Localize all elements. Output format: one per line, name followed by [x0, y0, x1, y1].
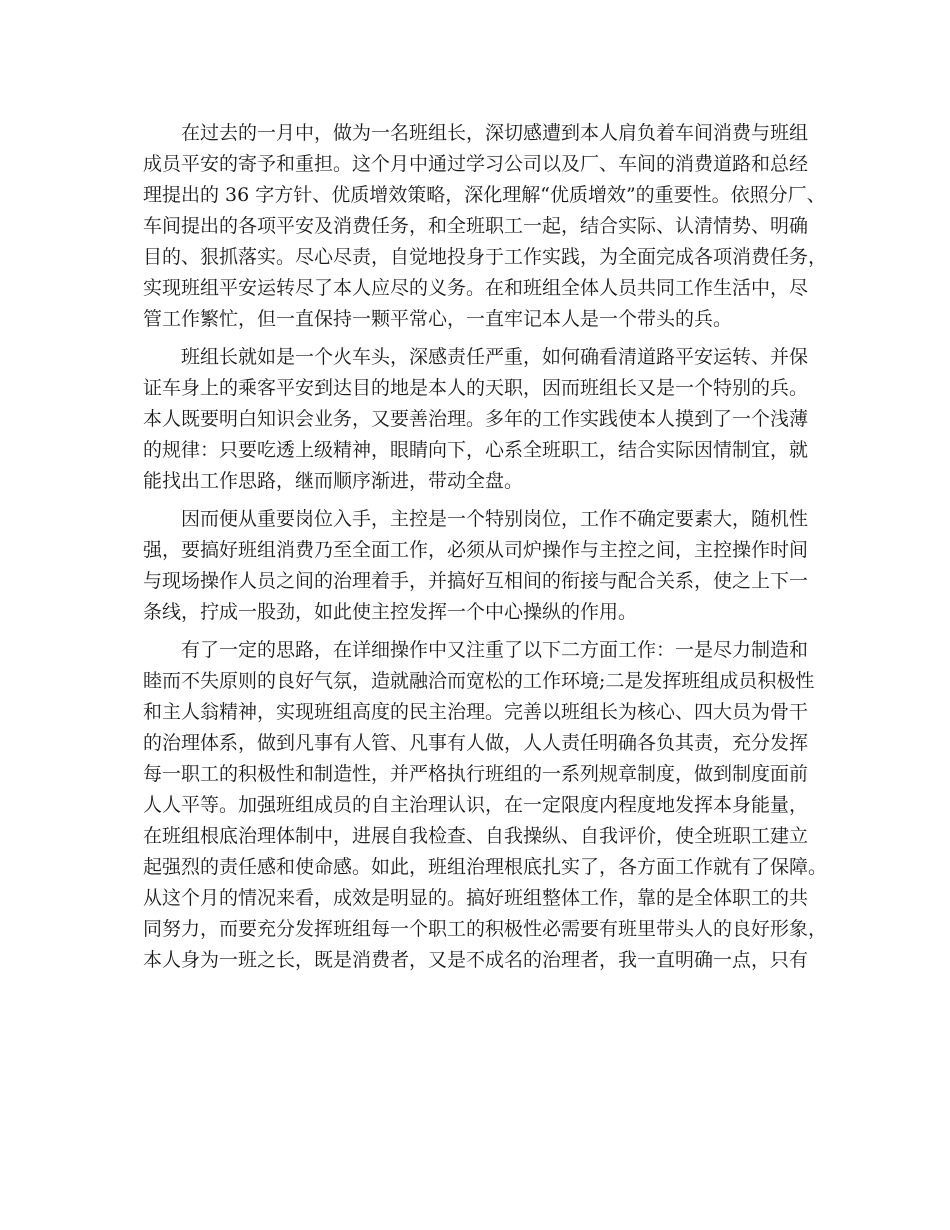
text-line: 班组长就如是一个火车头，深感责任严重，如何确看清道路平安运转、并保: [181, 346, 809, 368]
text-line: 实现班组平安运转尽了本人应尽的义务。在和班组全体人员共同工作生活中，尽: [143, 277, 809, 299]
text-line: 起强烈的责任感和使命感。如此，班组治理根底扎实了，各方面工作就有了保障。: [143, 856, 828, 878]
paragraph-2: [143, 342, 823, 497]
paragraph-3: [143, 504, 823, 628]
text-line: 车间提出的各项平安及消费任务，和全班职工一起，结合实际、认清情势、明确: [143, 215, 809, 237]
paragraph-1: [143, 118, 828, 335]
text-line: 本人既要明白知识会业务，又要善治理。多年的工作实践使本人摸到了一个浅薄: [143, 408, 809, 430]
text-line: 目的、狠抓落实。尽心尽责，自觉地投身于工作实践，为全面完成各项消费任务，: [143, 246, 828, 268]
document-body: [143, 118, 828, 976]
text-line: 理提出的 36 字方针、优质增效策略，深化理解“优质增效”的重要性。依照分厂、: [143, 184, 826, 206]
paragraph-4: [143, 635, 828, 976]
text-line: 的治理体系，做到凡事有人管、凡事有人做，人人责任明确各负其责，充分发挥: [143, 732, 809, 754]
text-line: 在过去的一月中，做为一名班组长，深切感遭到本人肩负着车间消费与班组: [181, 122, 809, 144]
text-line: 和主人翁精神，实现班组高度的民主治理。完善以班组长为核心、四大员为骨干: [143, 701, 809, 723]
text-line: 成员平安的寄予和重担。这个月中通过学习公司以及厂、车间的消费道路和总经: [143, 153, 809, 175]
text-line: 从这个月的情况来看，成效是明显的。搞好班组整体工作，靠的是全体职工的共: [143, 887, 809, 909]
text-line: 强，要搞好班组消费乃至全面工作，必须从司炉操作与主控之间，主控操作时间: [143, 539, 809, 561]
text-line: 的规律：只要吃透上级精神，眼睛向下，心系全班职工，结合实际因情制宜，就: [143, 439, 809, 461]
text-line: 管工作繁忙，但一直保持一颗平常心，一直牢记本人是一个带头的兵。: [143, 308, 733, 330]
text-line: 每一职工的积极性和制造性，并严格执行班组的一系列规章制度，做到制度面前: [143, 763, 809, 785]
text-line: 同努力，而要充分发挥班组每一个职工的积极性必需要有班里带头人的良好形象，: [143, 918, 828, 940]
text-line: 睦而不失原则的良好气氛，造就融洽而宽松的工作环境;二是发挥班组成员积极性: [143, 670, 815, 692]
text-line: 条线，拧成一股劲，如此使主控发挥一个中心操纵的作用。: [143, 601, 638, 623]
text-line: 在班组根底治理体制中，进展自我检查、自我操纵、自我评价，使全班职工建立: [143, 825, 809, 847]
text-line: 人人平等。加强班组成员的自主治理认识，在一定限度内程度地发挥本身能量，: [143, 794, 809, 816]
text-line: 能找出工作思路，继而顺序渐进，带动全盘。: [143, 470, 524, 492]
text-line: 因而便从重要岗位入手，主控是一个特别岗位，工作不确定要素大，随机性: [181, 508, 809, 530]
text-line: 本人身为一班之长，既是消费者，又是不成名的治理者，我一直明确一点，只有: [143, 949, 809, 971]
text-line: 与现场操作人员之间的治理着手，并搞好互相间的衔接与配合关系，使之上下一: [143, 570, 809, 592]
text-line: 有了一定的思路，在详细操作中又注重了以下二方面工作：一是尽力制造和: [181, 639, 809, 661]
text-line: 证车身上的乘客平安到达目的地是本人的天职，因而班组长又是一个特别的兵。: [143, 377, 809, 399]
